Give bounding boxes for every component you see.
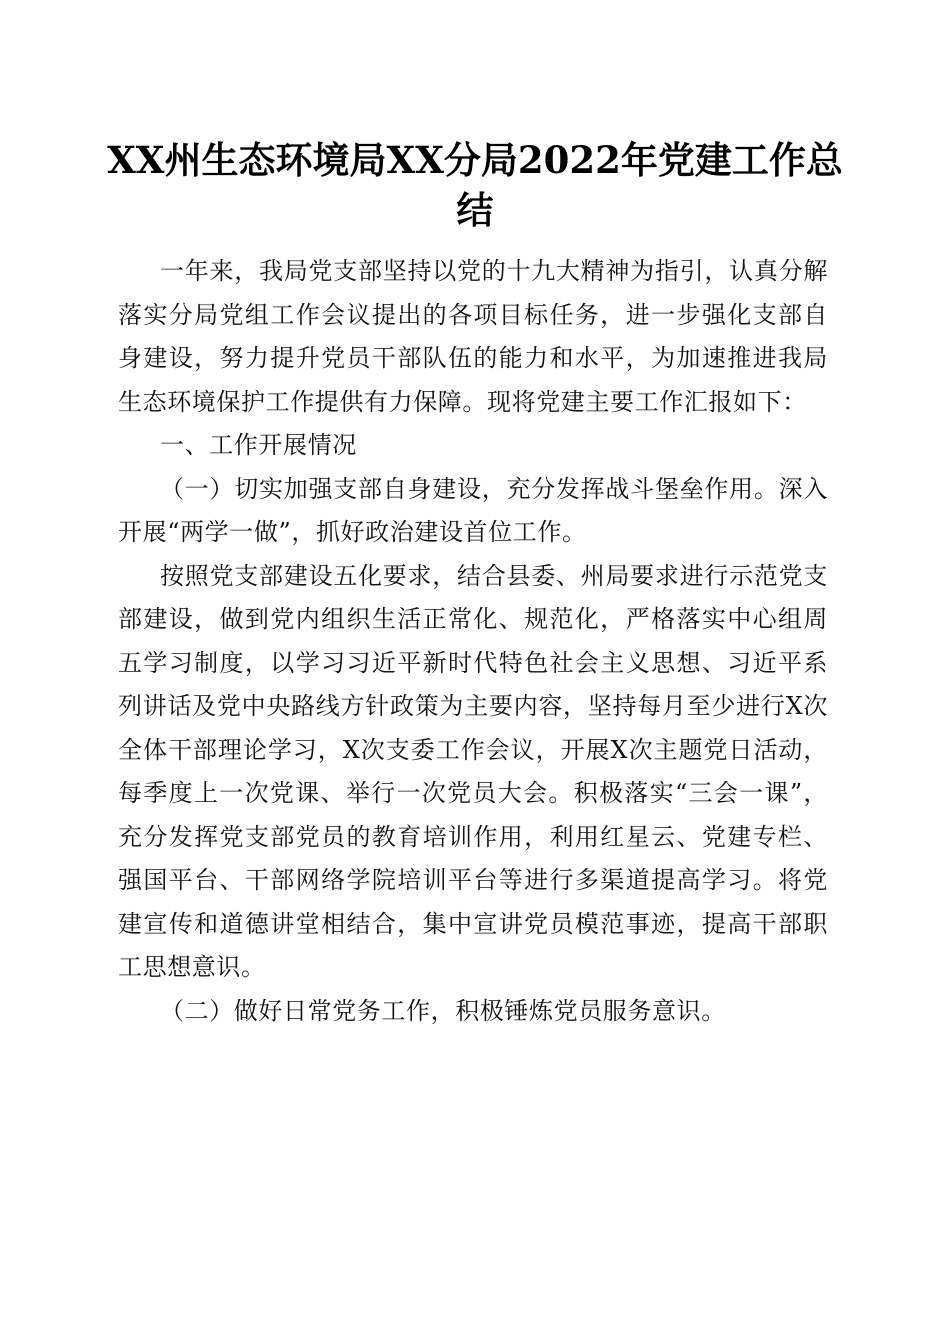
subsection-heading: （二）做好日常党务工作，积极锤炼党员服务意识。 [160, 996, 726, 1025]
subsection-paragraph: 按照党支部建设五化要求，结合县委、州局要求进行示范党支部建设，做到党内组织生活正常化、规范化，严格落实中心组周五学习制度，以学习习近平新时代特色社会主义思想、习近平系列讲话及党中央路线方针政策为主要内容，坚持每月至少进行X次全体干部理论学习，X次支委工作会议，开展X次主题党日活动，每季度上一次党课、举行一次党员大会。积极落实“三会一课”，充分发挥党支部党员的教育培训作用，利用红星云、党建专栏、强国平台、干部网络学院培训平台等进行多渠道提高学习。将党建宣传和道德讲堂相结合，集中宣讲党员模范事迹，提高干部职工思想意识。 [118, 561, 828, 981]
subsection-heading: （一）切实加强支部自身建设，充分发挥战斗堡垒作用。深入开展“两学一做”，抓好政治建设首位工作。 [118, 474, 828, 546]
document-body [118, 250, 828, 1033]
document-title: XX州生态环境局XX分局2022年党建工作总结 [107, 138, 843, 232]
intro-paragraph: 一年来，我局党支部坚持以党的十九大精神为指引，认真分解落实分局党组工作会议提出的各项目标任务，进一步强化支部自身建设，努力提升党员干部队伍的能力和水平，为加速推进我局生态环境保护工作提供有力保障。现将党建主要工作汇报如下： [118, 257, 828, 416]
section-heading: 一、工作开展情况 [160, 431, 357, 459]
